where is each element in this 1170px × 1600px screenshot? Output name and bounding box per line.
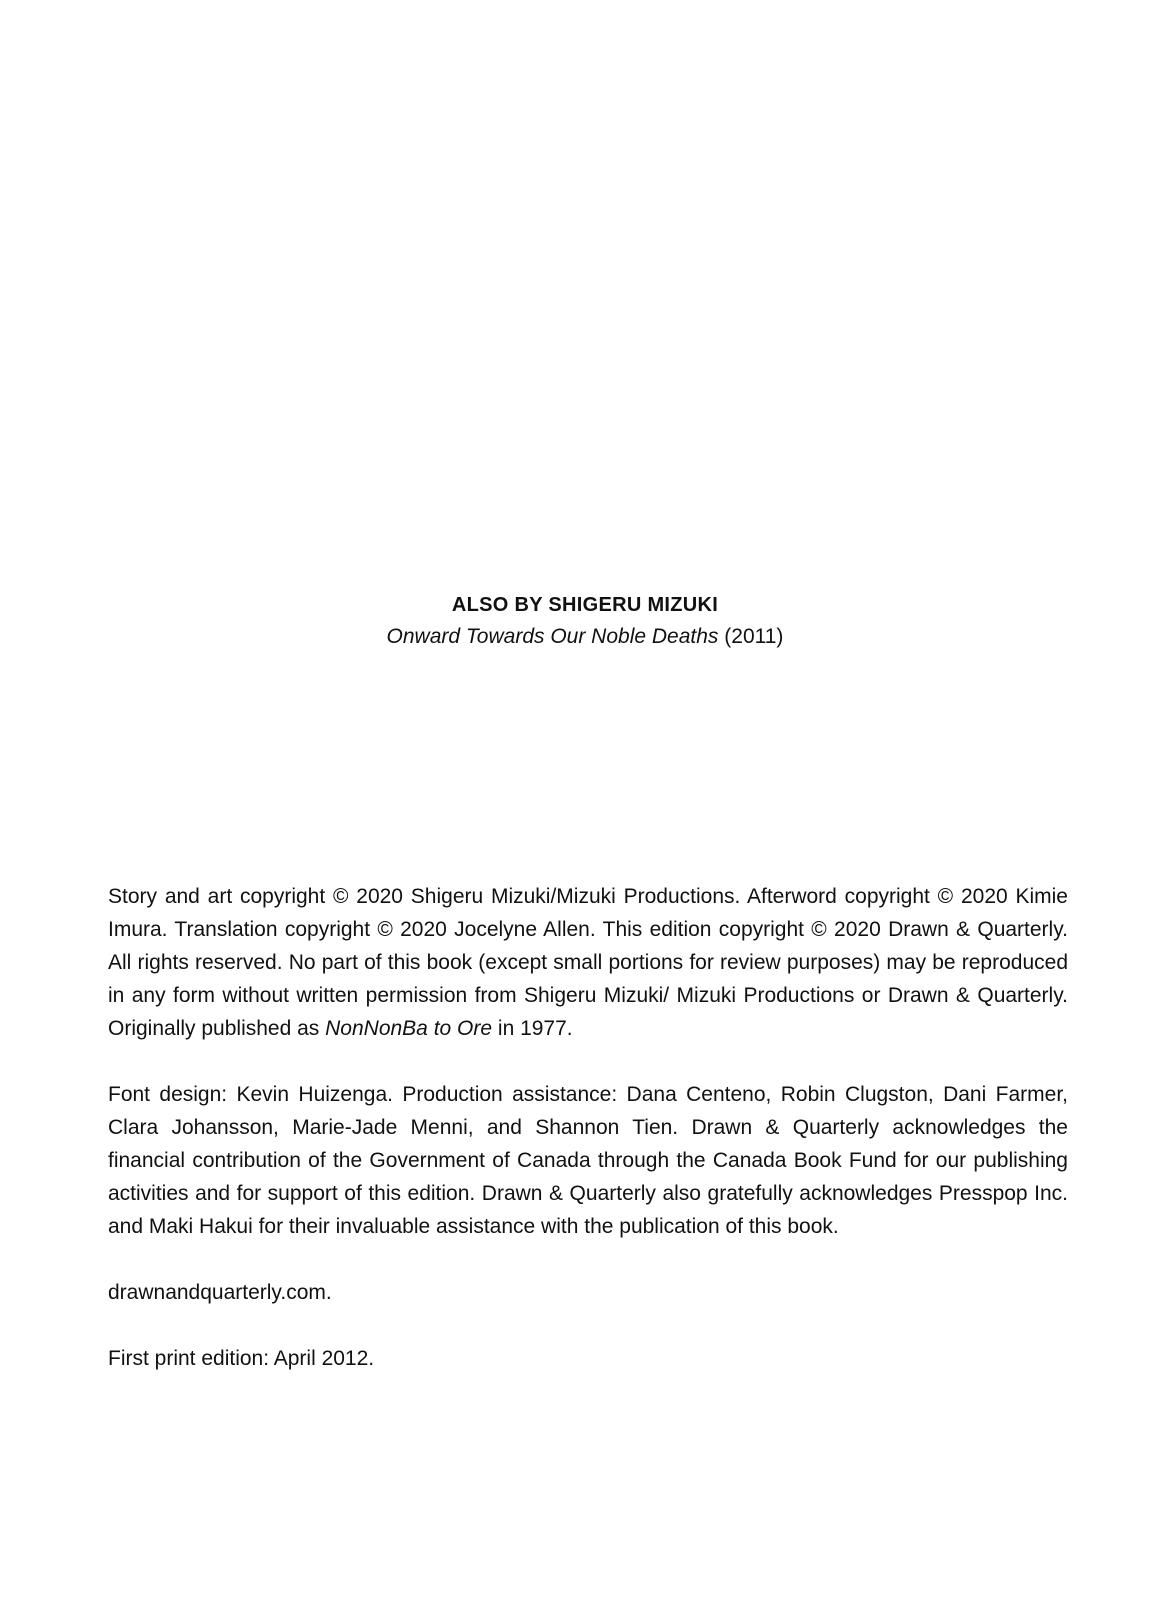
- copyright-paragraph: [108, 880, 1068, 1045]
- colophon: [108, 880, 1068, 1408]
- also-by-heading: ALSO BY SHIGERU MIZUKI: [451, 594, 719, 616]
- copyright-text: Story and art copyright © 2020 Shigeru Mizuki/Mizuki Productions. Afterword copyright © 2020 Kimie Imura. Translation copyright © 2020 Jocelyne Allen. This edition copyright © 2020 Drawn & Quarterly. All rights reserved. No part of this book (except small portions for review purposes) may be reproduced in any form without written permission from Shigeru Mizuki/ Mizuki Productions or Drawn & Quarterly. Originally published as: [108, 885, 1068, 1040]
- book-title: Onward Towards Our Noble Deaths: [386, 625, 719, 648]
- copyright-year-text: in 1977.: [492, 1017, 573, 1040]
- book-entry: [0, 620, 1170, 654]
- also-by-section: [0, 590, 1170, 654]
- original-title: NonNonBa to Ore: [325, 1017, 493, 1040]
- credits-paragraph: Font design: Kevin Huizenga. Production assistance: Dana Centeno, Robin Clugston, Dani Farmer, Clara Johansson, Marie-Jade Menni, and Shannon Tien. Drawn & Quarterly acknowledges the financial contribution of the Government of Canada through the Canada Book Fund for our publishing activities and for support of this edition. Drawn & Quarterly also gratefully acknowledges Presspop Inc. and Maki Hakui for their invaluable assistance with the publication of this book.: [108, 1083, 1068, 1238]
- website-text: drawnandquarterly.com.: [108, 1281, 332, 1304]
- first-edition-text: First print edition: April 2012.: [108, 1347, 375, 1370]
- book-year: (2011): [724, 625, 784, 648]
